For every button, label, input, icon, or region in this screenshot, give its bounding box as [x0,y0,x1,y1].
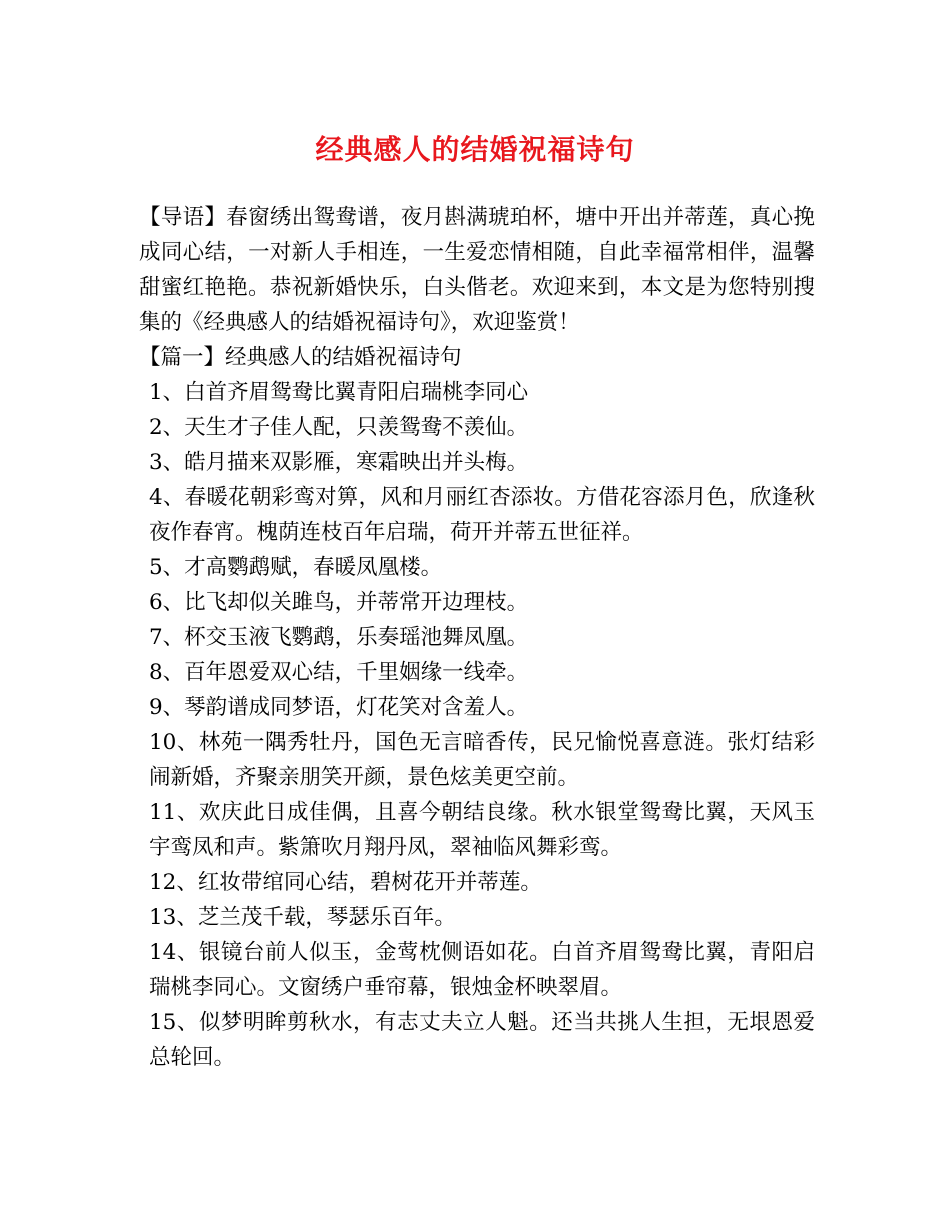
list-item: 15、似梦明眸剪秋水，有志丈夫立人魁。还当共挑人生担，无垠恩爱总轮回。 [149,1010,815,1070]
list-item: 9、琴韵谱成同梦语，灯花笑对含羞人。 [149,695,529,720]
document-body [139,200,815,1075]
list-item: 1、白首齐眉鸳鸯比翼青阳启瑞桃李同心 [149,380,529,405]
list-item: 8、百年恩爱双心结，千里姻缘一线牵。 [149,660,529,685]
list-item: 3、皓月描来双影雁，寒霜映出并头梅。 [149,450,529,475]
list-item: 2、天生才子佳人配，只羡鸳鸯不羡仙。 [149,415,529,440]
list-item: 13、芝兰茂千载，琴瑟乐百年。 [149,905,456,930]
document-title: 经典感人的结婚祝福诗句 [315,133,635,166]
list-item: 5、才高鹦鹉赋，春暖凤凰楼。 [149,555,443,580]
list-item: 10、林苑一隅秀牡丹，国色无言暗香传，民兄愉悦喜意涟。张灯结彩闹新婚，齐聚亲朋笑开颜，景色炫美更空前。 [149,730,815,790]
section-heading: 【篇一】经典感人的结婚祝福诗句 [139,345,462,370]
list-item: 4、春暖花朝彩鸾对箅，风和月丽红杏添妆。方借花容添月色，欣逢秋夜作春宵。槐荫连枝百年启瑞，荷开并蒂五世征祥。 [149,485,815,545]
list-item: 14、银镜台前人似玉，金莺枕侧语如花。白首齐眉鸳鸯比翼，青阳启瑞桃李同心。文窗绣户垂帘幕，银烛金杯映翠眉。 [149,940,815,1000]
list-item: 7、杯交玉液飞鹦鹉，乐奏瑶池舞凤凰。 [149,625,529,650]
intro-paragraph: 【导语】春窗绣出鸳鸯谱，夜月斟满琥珀杯，塘中开出并蒂莲，真心挽成同心结，一对新人手相连，一生爱恋情相随，自此幸福常相伴，温馨甜蜜红艳艳。恭祝新婚快乐，白头偕老。欢迎来到，本文是为您特别搜集的《经典感人的结婚祝福诗句》，欢迎鉴赏！ [139,205,815,335]
list-item: 6、比飞却似关雎鸟，并蒂常开边理枝。 [149,590,529,615]
list-item: 11、欢庆此日成佳偶，且喜今朝结良缘。秋水银堂鸳鸯比翼，天风玉宇鸾凤和声。紫箫吹月翔丹凤，翠袖临风舞彩鸾。 [149,800,815,860]
list-item: 12、红妆带绾同心结，碧树花开并蒂莲。 [149,870,542,895]
